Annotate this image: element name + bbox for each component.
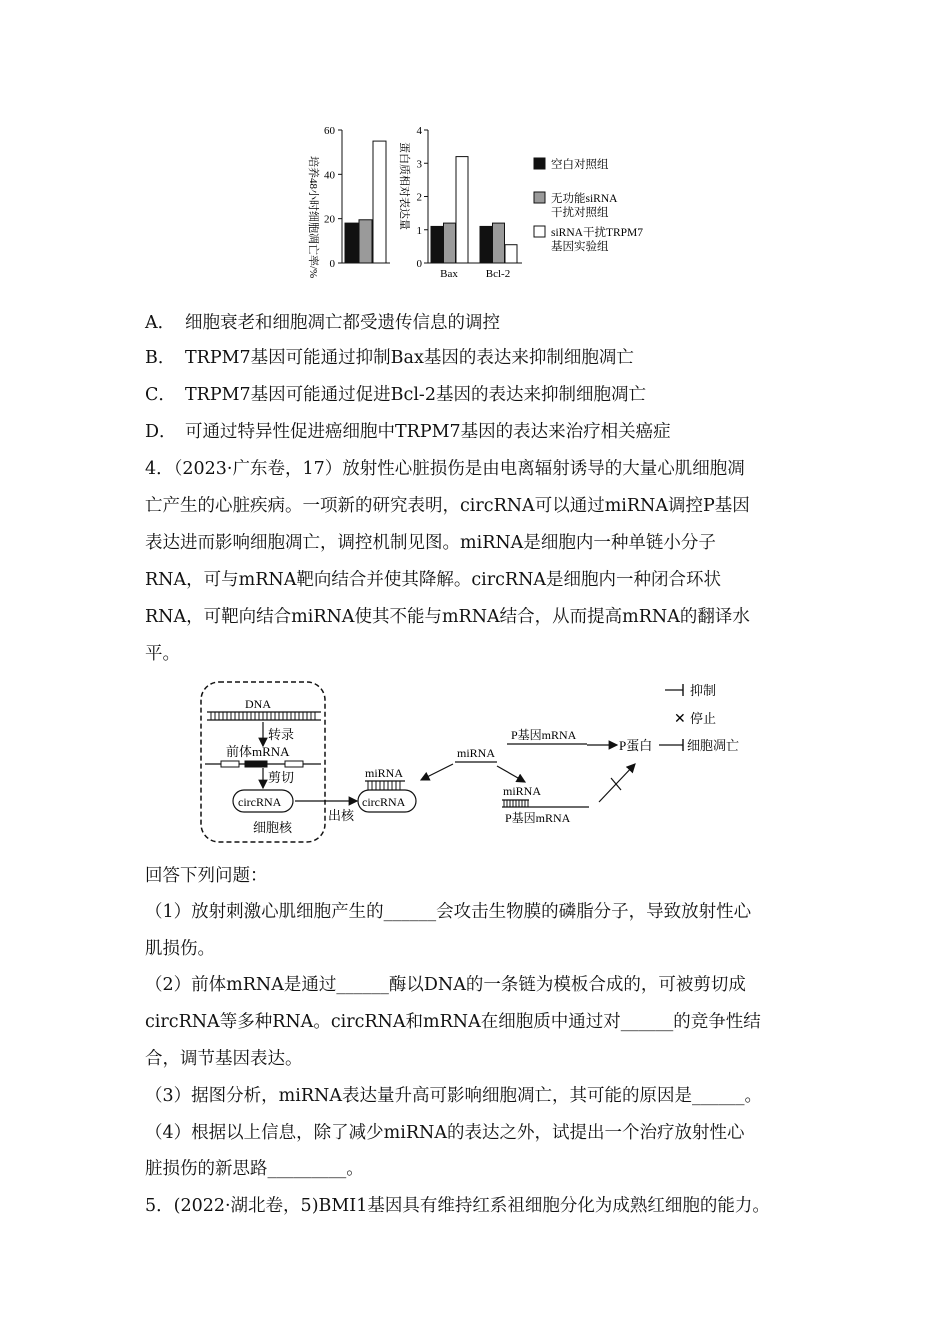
option-d: D． 可通过特异性促进癌细胞中TRPM7基因的表达来治疗相关癌症 (145, 422, 671, 442)
p-mrna-label-bottom: P基因mRNA (505, 811, 571, 825)
circrna-nuclear-label: circRNA (238, 795, 282, 809)
stopped-arrow (599, 764, 635, 802)
regulation-diagram (195, 676, 765, 846)
legend-label: 无功能siRNA (551, 193, 618, 205)
question-line-2: 肌损伤。 (145, 939, 215, 959)
option-a: A． 细胞衰老和细胞凋亡都受遗传信息的调控 (145, 313, 500, 333)
apoptosis-label: 细胞凋亡 (687, 738, 740, 753)
pre-mrna-strand (205, 761, 321, 767)
chart2-tick-label: 2 (416, 191, 422, 204)
q4-line-1: 4．（2023·广东卷，17）放射性心脏损伤是由电离辐射诱导的大量心肌细胞凋 (145, 459, 745, 479)
chart1-ylabel: 培养48小时细胞凋亡率/% (307, 156, 319, 279)
legend-label: 干扰对照组 (551, 207, 609, 219)
q4-line-2: 亡产生的心脏疾病。一项新的研究表明，circRNA可以通过miRNA调控P基因 (145, 496, 750, 516)
questions-intro: 回答下列问题： (145, 866, 268, 886)
pre-mrna-label: 前体mRNA (226, 744, 290, 759)
question-line-8: 脏损伤的新思路_________。 (145, 1159, 364, 1179)
chart1-tick-label: 0 (329, 258, 335, 270)
q4-line-3: 表达进而影响细胞凋亡，调控机制见图。miRNA是细胞内一种单链小分子 (145, 533, 716, 553)
chart1-bar (359, 220, 372, 263)
question-line-1: （1）放射刺激心肌细胞产生的______会攻击生物膜的磷脂分子，导致放射性心 (145, 902, 752, 922)
chart1-tick-label: 40 (324, 169, 335, 182)
chart-legend (534, 157, 643, 253)
question-line-6: （3）据图分析，miRNA表达量升高可影响细胞凋亡，其可能的原因是______。 (145, 1086, 762, 1106)
chart1-tick-label: 60 (324, 125, 335, 137)
chart2-bar (480, 226, 492, 263)
chart2-tick-label: 1 (416, 224, 422, 237)
chart2-bar (444, 223, 456, 263)
legend-label: 空白对照组 (551, 159, 609, 171)
chart-apoptosis-rate (307, 125, 390, 278)
chart1-tick-label: 20 (324, 213, 335, 226)
p-mrna-label-top: P基因mRNA (511, 728, 577, 742)
legend-stop-label: 停止 (690, 711, 717, 726)
legend-swatch (534, 192, 545, 203)
legend-swatch (534, 226, 545, 237)
export-label: 出核 (328, 808, 355, 823)
transcription-label: 转录 (268, 727, 295, 742)
legend-inhibit-label: 抑制 (690, 683, 717, 698)
chart-protein-expression (398, 125, 522, 280)
chart2-ylabel: 蛋白质相对表达量 (398, 142, 410, 230)
mirna-bound-circ-label: miRNA (365, 766, 404, 780)
bar-chart-figure (290, 118, 670, 288)
legend-swatch (534, 158, 545, 169)
chart2-category-label: Bcl-2 (485, 268, 511, 280)
chart1-bar (373, 141, 386, 263)
question-line-4: circRNA等多种RNA。circRNA和mRNA在细胞质中通过对______的竞争性结 (145, 1012, 761, 1032)
question-line-3: （2）前体mRNA是通过______酶以DNA的一条链为模板合成的，可被剪切成 (145, 975, 746, 995)
legend-label: siRNA干扰TRPM7 (551, 227, 644, 239)
arrow-to-circrna (421, 764, 453, 780)
option-c: C． TRPM7基因可能通过促进Bcl-2基因的表达来抑制细胞凋亡 (145, 385, 646, 405)
chart2-category-label: Bax (440, 268, 458, 280)
arrow-to-mrna (497, 766, 525, 782)
chart2-tick-label: 3 (416, 158, 422, 171)
question-line-5: 合，调节基因表达。 (145, 1049, 303, 1069)
q4-line-6: 平。 (145, 644, 180, 664)
circrna-cytoplasm-label: circRNA (362, 795, 406, 809)
option-b: B． TRPM7基因可能通过抑制Bax基因的表达来抑制细胞凋亡 (145, 348, 634, 368)
chart2-bar (505, 245, 517, 263)
chart2-bar (493, 223, 505, 263)
q4-line-5: RNA，可靶向结合miRNA使其不能与mRNA结合，从而提高mRNA的翻译水 (145, 607, 750, 627)
dna-label: DNA (245, 697, 271, 711)
free-mirna-label: miRNA (457, 746, 496, 760)
splicing-label: 剪切 (268, 770, 295, 785)
chart2-tick-label: 0 (416, 258, 422, 270)
dna-strand (207, 712, 321, 720)
nucleus-label: 细胞核 (253, 820, 293, 835)
legend-label: 基因实验组 (551, 241, 609, 253)
question-line-9: 5．(2022·湖北卷，5)BMI1基因具有维持红系祖细胞分化为成熟红细胞的能力。 (145, 1196, 770, 1216)
chart1-bar (345, 223, 358, 263)
question-line-7: （4）根据以上信息，除了减少miRNA的表达之外，试提出一个治疗放射性心 (145, 1123, 745, 1143)
q4-line-4: RNA，可与mRNA靶向结合并使其降解。circRNA是细胞内一种闭合环状 (145, 570, 722, 590)
chart2-bar (431, 226, 443, 263)
p-protein-label: P蛋白 (619, 738, 653, 753)
chart2-bar (456, 157, 468, 263)
mirna-bound-mrna-label: miRNA (503, 784, 542, 798)
chart2-tick-label: 4 (416, 125, 422, 137)
legend-stop-icon: ✕ (674, 712, 686, 727)
